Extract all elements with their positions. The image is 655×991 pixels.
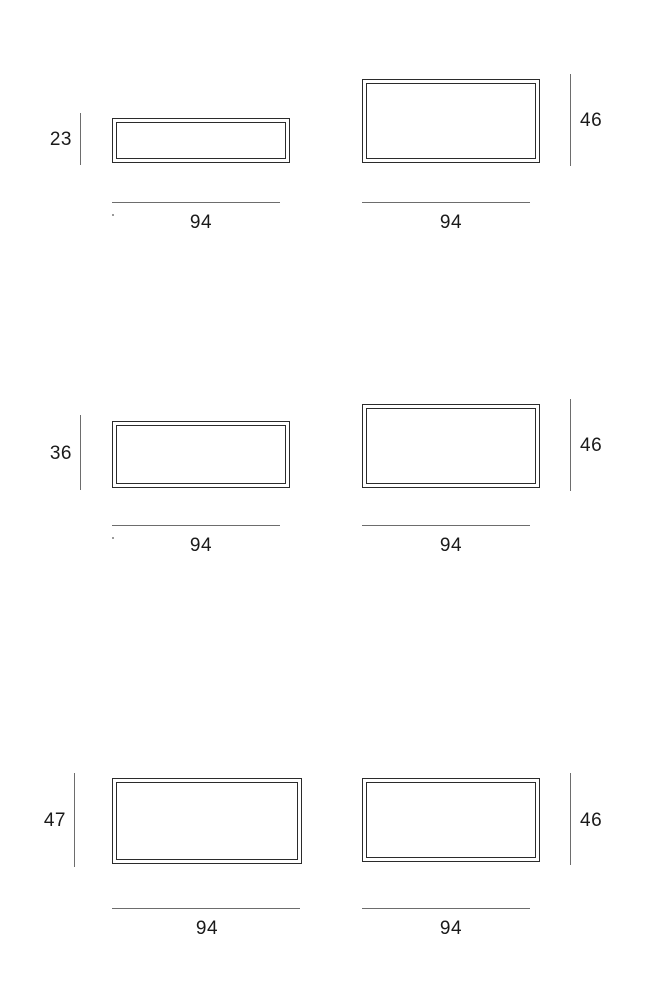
- elevation-box: [362, 79, 540, 163]
- height-dimension-label: 23: [49, 129, 72, 150]
- width-dimension-label: 94: [189, 212, 213, 233]
- elevation-box-inner-line: [366, 408, 536, 484]
- width-dimension-label: 94: [195, 918, 219, 939]
- elevation-box-inner-line: [116, 425, 286, 484]
- width-dimension-line: [112, 908, 300, 909]
- elevation-box: [112, 421, 290, 488]
- width-dimension-line: [362, 908, 530, 909]
- height-dimension-line: [80, 113, 81, 165]
- elevation-box: [362, 778, 540, 862]
- height-dimension-line: [570, 74, 571, 166]
- width-dimension-line: [362, 202, 530, 203]
- elevation-box-inner-line: [366, 782, 536, 858]
- height-dimension-label: 47: [43, 810, 66, 831]
- elevation-box-inner-line: [116, 782, 298, 860]
- width-dimension-label: 94: [439, 535, 463, 556]
- width-dimension-label: 94: [439, 918, 463, 939]
- elevation-box: [112, 778, 302, 864]
- width-dimension-line: [112, 525, 280, 526]
- height-dimension-label: 46: [580, 435, 603, 456]
- width-dimension-line: [362, 525, 530, 526]
- elevation-box: [362, 404, 540, 488]
- elevation-box-inner-line: [116, 122, 286, 159]
- width-dimension-label: 94: [439, 212, 463, 233]
- width-dimension-label: 94: [189, 535, 213, 556]
- height-dimension-line: [80, 415, 81, 490]
- height-dimension-label: 36: [49, 443, 72, 464]
- elevation-box: [112, 118, 290, 163]
- elevation-box-inner-line: [366, 83, 536, 159]
- height-dimension-line: [74, 773, 75, 867]
- width-dimension-line: [112, 202, 280, 203]
- height-dimension-label: 46: [580, 110, 603, 131]
- height-dimension-line: [570, 399, 571, 491]
- height-dimension-line: [570, 773, 571, 865]
- height-dimension-label: 46: [580, 810, 603, 831]
